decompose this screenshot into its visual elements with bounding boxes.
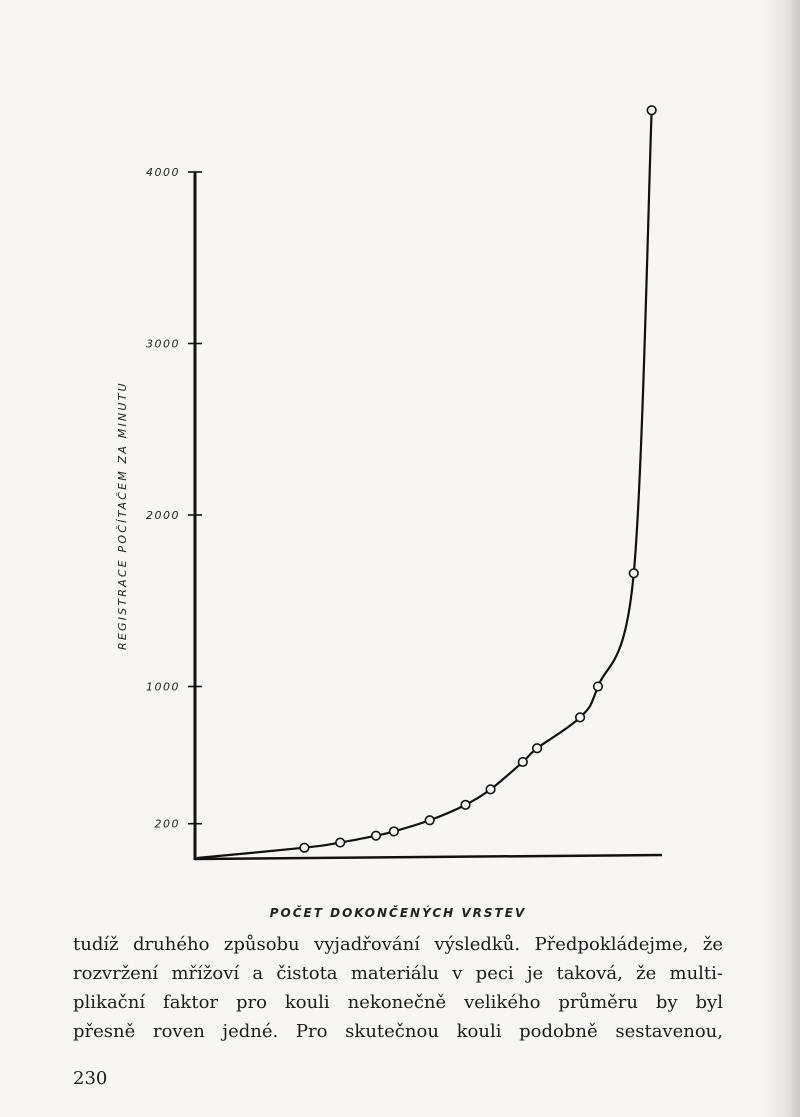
data-point — [594, 682, 603, 691]
text-line: přesně roven jedné. Pro skutečnou kouli podobně sestavenou, — [73, 1021, 723, 1042]
x-axis — [195, 855, 662, 859]
page-edge-shadow — [760, 0, 800, 1117]
data-point — [336, 838, 345, 847]
page-number: 230 — [73, 1068, 108, 1089]
data-point — [425, 816, 434, 825]
data-point — [518, 758, 527, 767]
data-points — [300, 106, 656, 852]
data-curve — [197, 110, 652, 858]
text-line: tudíž druhého způsobu vyjadřování výsledků. Předpokládejme, že — [73, 934, 723, 955]
y-tick-label: 200 — [154, 817, 180, 831]
data-point — [629, 569, 638, 578]
y-tick-label: 1000 — [146, 680, 180, 694]
data-point — [647, 106, 656, 115]
data-point — [576, 713, 585, 722]
y-tick-label: 4000 — [146, 166, 180, 179]
body-text — [73, 930, 723, 1046]
data-point — [486, 785, 495, 794]
data-point — [533, 744, 542, 753]
text-line: plikační faktor pro kouli nekonečně velikého průměru by byl — [73, 992, 723, 1013]
y-tick-label: 2000 — [146, 509, 180, 522]
data-point — [390, 827, 399, 836]
y-tick-label: 3000 — [146, 337, 180, 351]
data-point — [300, 843, 309, 852]
text-line: rozvržení mřížoví a čistota materiálu v peci je taková, že multi- — [73, 963, 723, 984]
x-axis-title: POČET DOKONČENÝCH VRSTEV — [269, 906, 527, 920]
chart-axes — [195, 172, 662, 860]
y-axis-title: REGISTRACE POČÍTAČEM ZA MINUTU — [116, 381, 129, 650]
data-point — [461, 801, 470, 810]
data-point — [372, 831, 381, 840]
